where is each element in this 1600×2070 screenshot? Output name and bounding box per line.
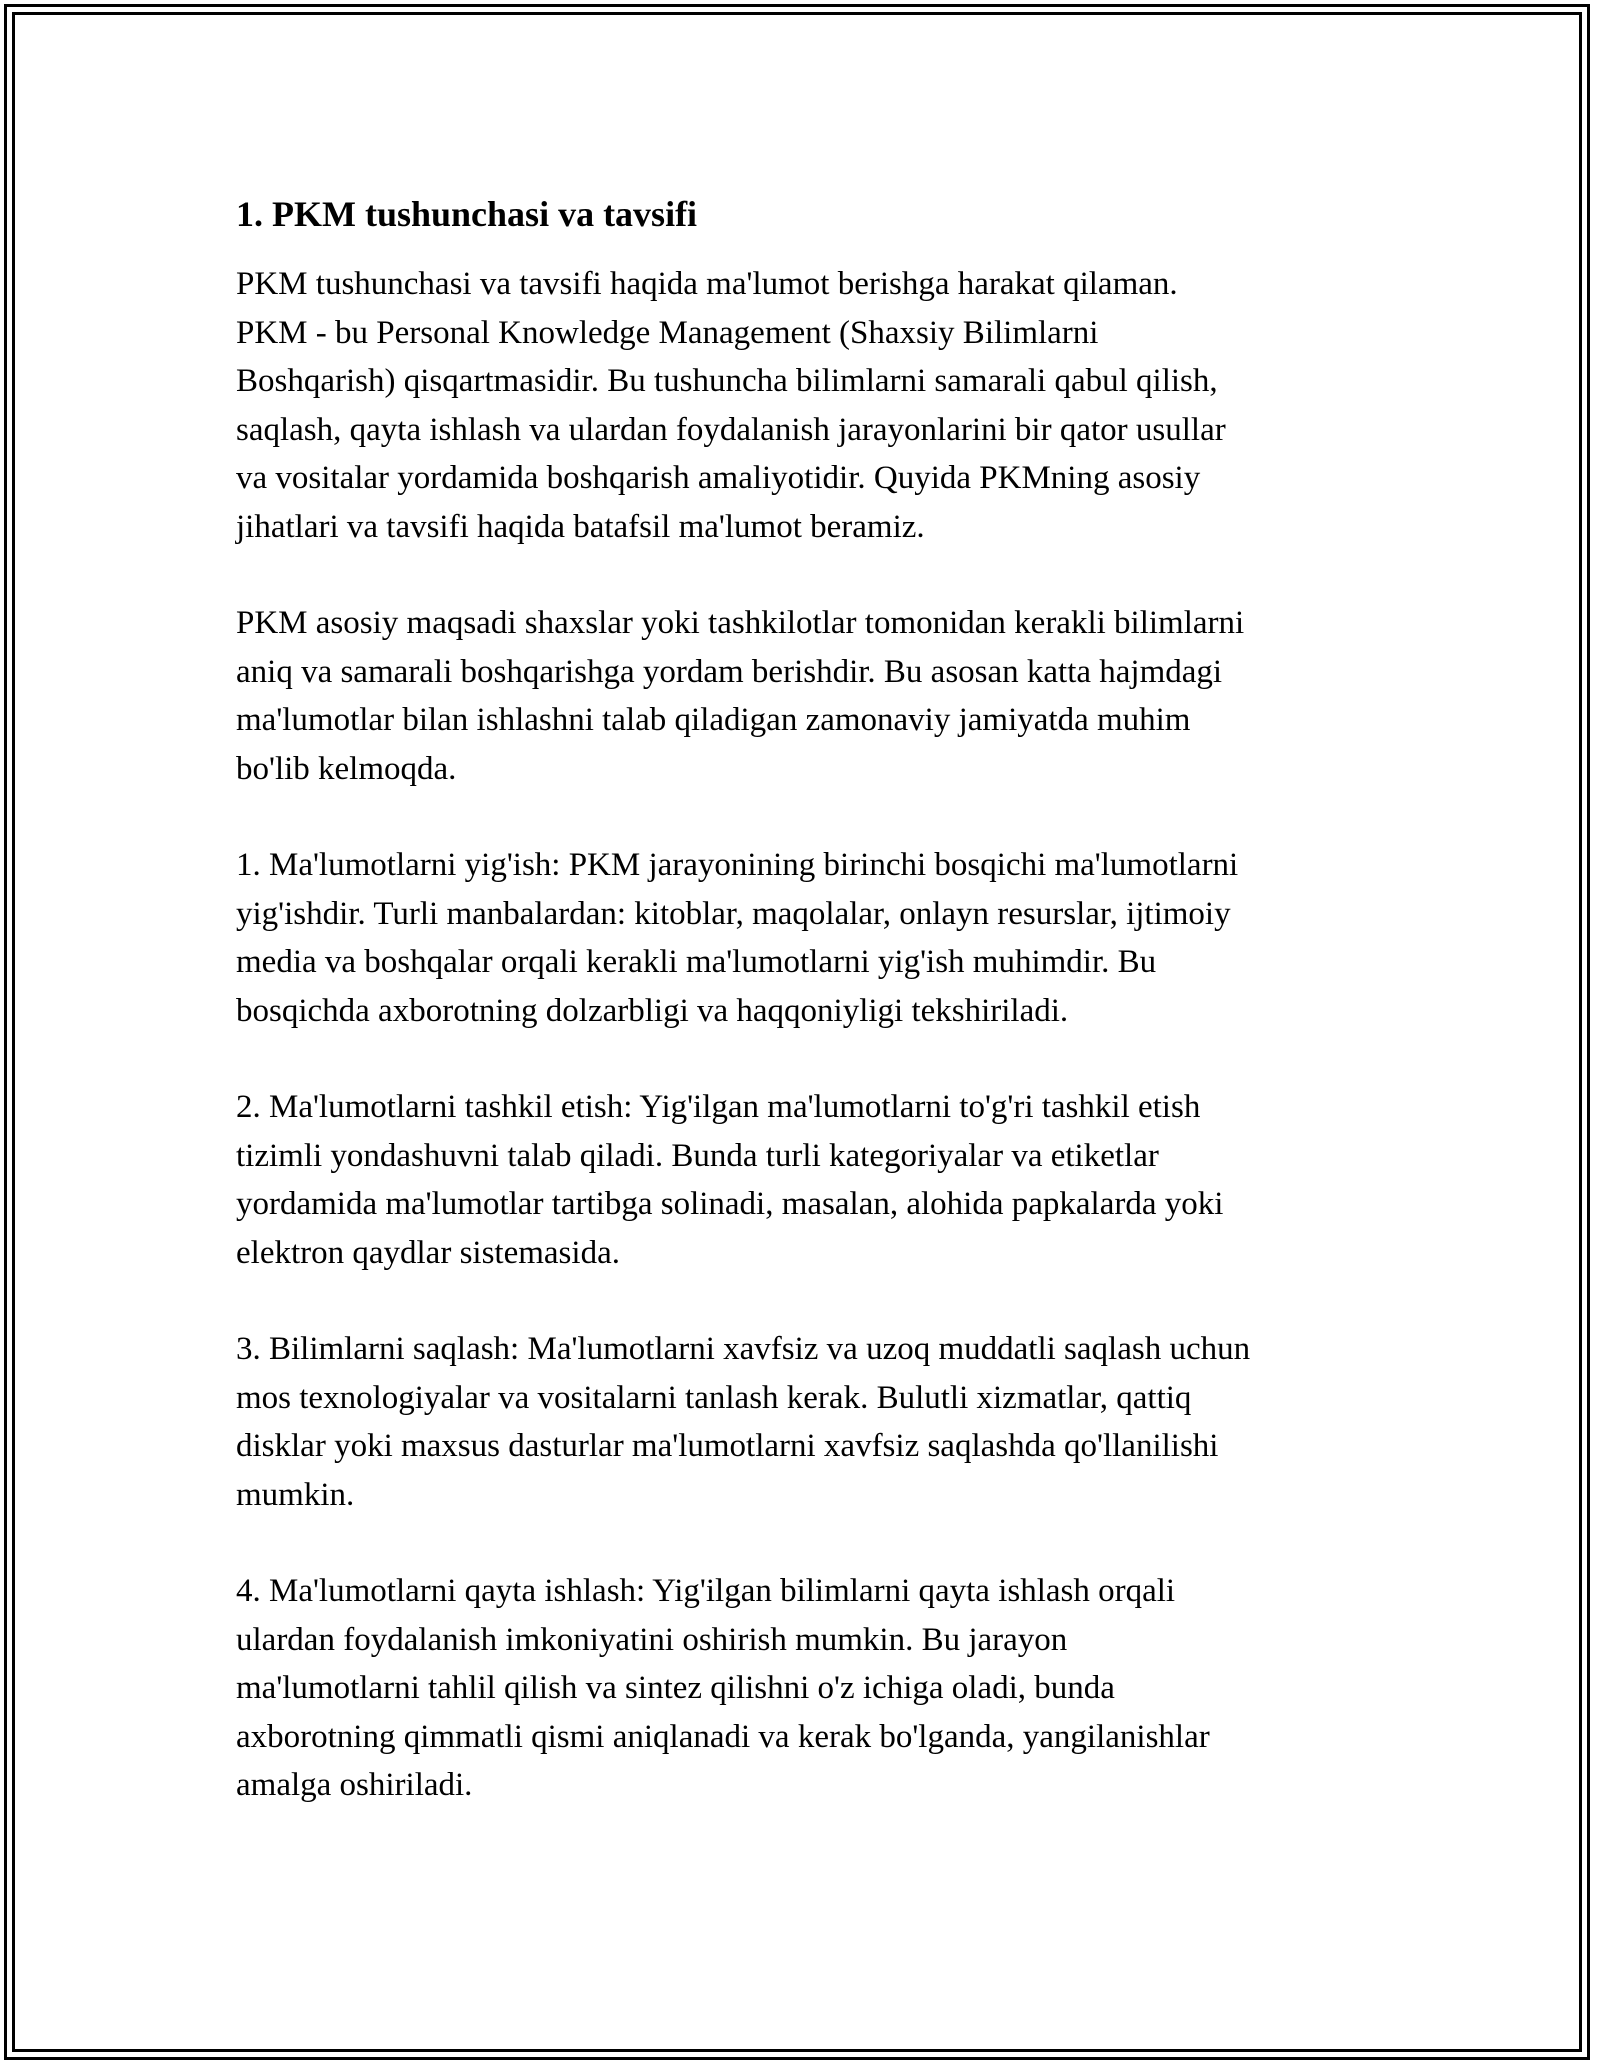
paragraph-line: PKM tushunchasi va tavsifi haqida ma'lumot berishga harakat qilaman.: [236, 266, 1178, 302]
paragraph-line: media va boshqalar orqali kerakli ma'lumotlarni yig'ish muhimdir. Bu: [236, 944, 1157, 980]
paragraph-step-4: [236, 1567, 1376, 1810]
paragraph-step-3: [236, 1325, 1376, 1519]
paragraph-line: saqlash, qayta ishlash va ulardan foydalanish jarayonlarini bir qator usullar: [236, 411, 1226, 448]
document-heading: 1. PKM tushunchasi va tavsifi: [236, 194, 698, 234]
paragraph-line: ma'lumotlarni tahlil qilish va sintez qilishni o'z ichiga oladi, bunda: [236, 1670, 1115, 1706]
paragraph-line: ma'lumotlar bilan ishlashni talab qiladigan zamonaviy jamiyatda muhim: [236, 702, 1191, 738]
paragraph-line: axborotning qimmatli qismi aniqlanadi va kerak bo'lganda, yangilanishlar: [236, 1718, 1210, 1755]
paragraph-line: tizimli yondashuvni talab qiladi. Bunda turli kategoriyalar va etiketlar: [236, 1137, 1159, 1174]
paragraph-line: amalga oshiriladi.: [236, 1767, 473, 1803]
paragraph-line: PKM asosiy maqsadi shaxslar yoki tashkilotlar tomonidan kerakli bilimlarni: [236, 605, 1245, 641]
paragraph-line: Boshqarish) qisqartmasidir. Bu tushuncha bilimlarni samarali qabul qilish,: [236, 363, 1218, 399]
paragraph-line: PKM - bu Personal Knowledge Management (Shaxsiy Bilimlarni: [236, 314, 1099, 351]
paragraph-line: 1. Ma'lumotlarni yig'ish: PKM jarayonining birinchi bosqichi ma'lumotlarni: [236, 847, 1239, 883]
paragraph-line: bosqichda axborotning dolzarbligi va haqqoniyligi tekshiriladi.: [236, 992, 1069, 1029]
paragraph-line: mos texnologiyalar va vositalarni tanlash kerak. Bulutli xizmatlar, qattiq: [236, 1379, 1192, 1416]
paragraph-intro: [236, 260, 1376, 551]
paragraph-line: 4. Ma'lumotlarni qayta ishlash: Yig'ilgan bilimlarni qayta ishlash orqali: [236, 1573, 1176, 1609]
paragraph-purpose: [236, 599, 1376, 793]
paragraph-line: mumkin.: [236, 1476, 355, 1513]
paragraph-line: disklar yoki maxsus dasturlar ma'lumotlarni xavfsiz saqlashda qo'llanilishi: [236, 1428, 1219, 1464]
paragraph-line: jihatlari va tavsifi haqida batafsil ma'lumot beramiz.: [236, 508, 925, 545]
paragraph-line: va vositalar yordamida boshqarish amaliyotidir. Quyida PKMning asosiy: [236, 460, 1201, 496]
paragraph-line: 3. Bilimlarni saqlash: Ma'lumotlarni xavfsiz va uzoq muddatli saqlash uchun: [236, 1331, 1251, 1367]
paragraph-line: aniq va samarali boshqarishga yordam berishdir. Bu asosan katta hajmdagi: [236, 653, 1223, 690]
paragraph-step-2: [236, 1083, 1376, 1277]
document-body: [236, 190, 1376, 1810]
paragraph-line: yordamida ma'lumotlar tartibga solinadi, masalan, alohida papkalarda yoki: [236, 1186, 1224, 1222]
paragraph-line: ulardan foydalanish imkoniyatini oshirish mumkin. Bu jarayon: [236, 1621, 1068, 1658]
paragraph-line: 2. Ma'lumotlarni tashkil etish: Yig'ilgan ma'lumotlarni to'g'ri tashkil etish: [236, 1089, 1201, 1125]
paragraph-line: bo'lib kelmoqda.: [236, 750, 457, 787]
paragraph-line: elektron qaydlar sistemasida.: [236, 1234, 620, 1271]
paragraph-step-1: [236, 841, 1376, 1035]
paragraph-line: yig'ishdir. Turli manbalardan: kitoblar, maqolalar, onlayn resurslar, ijtimoiy: [236, 895, 1231, 932]
